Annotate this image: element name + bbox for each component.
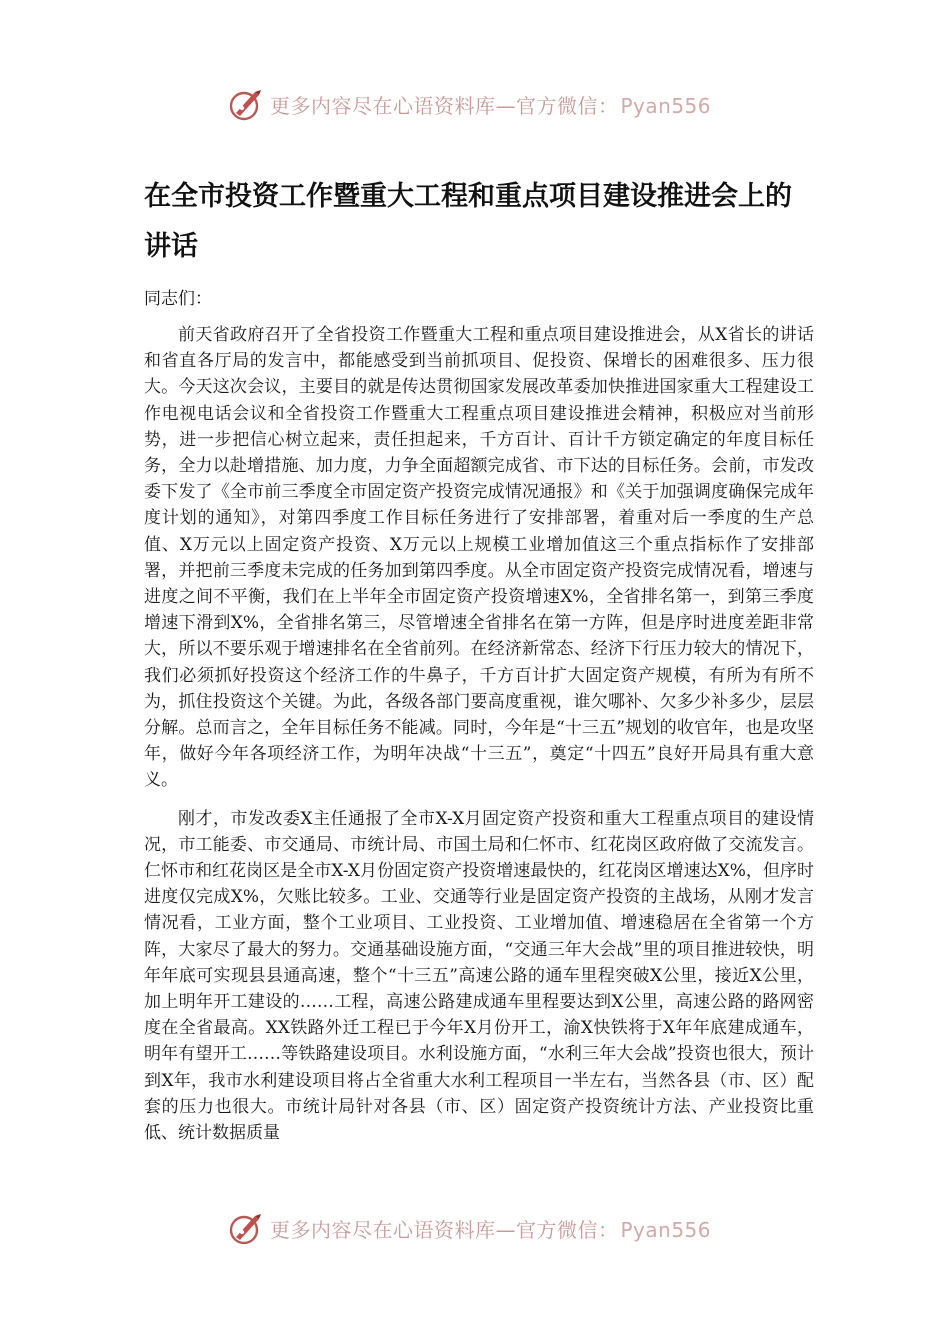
watermark-label: 更多内容尽在心语资料库—官方微信：: [270, 93, 619, 118]
watermark-text: [270, 90, 711, 119]
watermark-header: [228, 84, 748, 124]
watermark-wechat-id: Pyan556: [620, 1217, 712, 1242]
watermark-footer: [228, 1208, 748, 1248]
document-title: 在全市投资工作暨重大工程和重点项目建设推进会上的讲话: [144, 181, 792, 262]
document-body: [144, 322, 814, 1158]
salutation: 同志们：: [144, 289, 212, 309]
pen-nib-circle-icon: [228, 86, 264, 122]
paragraph-2: 刚才，市发改委X主任通报了全市X-X月固定资产投资和重大工程重点项目的建设情况，市工能委、市交通局、市统计局、市国土局和仁怀市、红花岗区政府做了交流发言。仁怀市和红花岗区是全市X-X月份固定资产投资增速最快的，红花岗区增速达X%，但序时进度仅完成X%，欠账比较多。工业、交通等行业是固定资产投资的主战场，从刚才发言情况看，工业方面，整个工业项目、工业投资、工业增加值、增速稳居在全省第一个方阵，大家尽了最大的努力。交通基础设施方面，“交通三年大会战”里的项目推进较快，明年年底可实现县县通高速，整个“十三五”高速公路的通车里程突破X公里，接近X公里，加上明年开工建设的……工程，高速公路建成通车里程要达到X公里，高速公路的路网密度在全省最高。XX铁路外迁工程已于今年X月份开工，渝X快铁将于X年年底建成通车，明年有望开工……等铁路建设项目。水利设施方面，“水利三年大会战”投资也很大，预计到X年，我市水利建设项目将占全省重大水利工程项目一半左右，当然各县（市、区）配套的压力也很大。市统计局针对各县（市、区）固定资产投资统计方法、产业投资比重低、统计数据质量: [144, 808, 814, 1144]
watermark-text: [270, 1214, 711, 1243]
watermark-wechat-id: Pyan556: [620, 93, 712, 118]
pen-nib-circle-icon: [228, 1210, 264, 1246]
paragraph-1: 前天省政府召开了全省投资工作暨重大工程和重点项目建设推进会，从X省长的讲话和省直各厅局的发言中，都能感受到当前抓项目、促投资、保增长的困难很多、压力很大。今天这次会议，主要目的就是传达贯彻国家发展改革委加快推进国家重大工程建设工作电视电话会议和全省投资工作暨重大工程重点项目建设推进会精神，积极应对当前形势，进一步把信心树立起来，责任担起来，千方百计、百计千方锁定确定的年度目标任务，全力以赴增措施、加力度，力争全面超额完成省、市下达的目标任务。会前，市发改委下发了《全市前三季度全市固定资产投资完成情况通报》和《关于加强调度确保完成年度计划的通知》，对第四季度工作目标任务进行了安排部署，着重对后一季度的生产总值、X万元以上固定资产投资、X万元以上规模工业增加值这三个重点指标作了安排部署，并把前三季度未完成的任务加到第四季度。从全市固定资产投资完成情况看，增速与进度之间不平衡，我们在上半年全市固定资产投资增速X%，全省排名第一，到第三季度增速下滑到X%，全省排名第三，尽管增速全省排名在第一方阵，但是序时进度差距非常大，所以不要乐观于增速排名在全省前列。在经济新常态、经济下行压力较大的情况下，我们必须抓好投资这个经济工作的牛鼻子，千方百计扩大固定资产规模，有所为有所不为，抓住投资这个关键。为此，各级各部门要高度重视，谁欠哪补、欠多少补多少，层层分解。总而言之，全年目标任务不能减。同时，今年是“十三五”规划的收官年，也是攻坚年，做好今年各项经济工作，为明年决战“十三五”，奠定“十四五”良好开局具有重大意义。: [144, 325, 814, 791]
watermark-label: 更多内容尽在心语资料库—官方微信：: [270, 1217, 619, 1242]
